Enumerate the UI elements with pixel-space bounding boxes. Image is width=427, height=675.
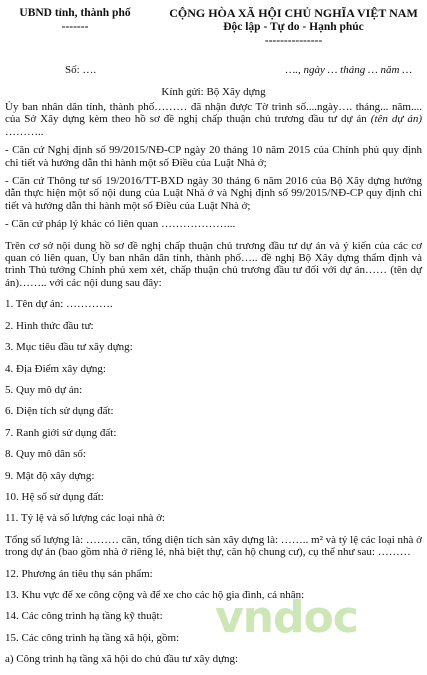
proposal-paragraph: Trên cơ sở nội dung hồ sơ đề nghị chấp thuận chủ trương đầu tư dự án và ý kiến của các cơ quan có liên quan, Ủy ban nhân dân tỉnh, thành phố….. đề nghị Bộ Xây dựng thẩm định và trình Thủ tướng Chính phủ xem xét, chấp thuận chủ trương đầu tư đối với dự án…… (tên dự án)…….. với các nội dung sau đây:: [5, 239, 422, 289]
document-body: [5, 101, 422, 666]
list-item: 4. Địa Điểm xây dựng:: [5, 362, 106, 375]
issuing-authority: [0, 6, 150, 34]
list-item: 10. Hệ số sử dụng đất:: [5, 490, 104, 503]
document-number: Số: ….: [65, 64, 97, 76]
list-item: 8. Quy mô dân số:: [5, 448, 86, 461]
list-item: 1. Tên dự án: ………….: [5, 298, 113, 311]
list-item: 15. Các công trình hạ tầng xã hội, gồm:: [5, 631, 180, 644]
authority-name: UBND tỉnh, thành phố: [19, 7, 131, 19]
recipient: Kính gửi: Bộ Xây dựng: [161, 86, 266, 98]
list-item: 9. Mật độ xây dựng:: [5, 469, 95, 482]
list-item: 3. Mục tiêu đầu tư xây dựng:: [5, 341, 133, 354]
list-item: 5. Quy mô dự án:: [5, 383, 83, 396]
legal-basis-3: - Căn cứ pháp lý khác có liên quan ………………...: [5, 218, 236, 231]
authority-divider: -------: [61, 21, 89, 33]
list-item: 12. Phương án tiêu thụ sản phẩm:: [5, 567, 153, 580]
list-item: 14. Các công trình hạ tầng kỹ thuật:: [5, 610, 163, 623]
watermark-text: vndoc: [215, 592, 358, 643]
list-item: 7. Ranh giới sử dụng đất:: [5, 426, 117, 439]
legal-basis-2: - Căn cứ Thông tư số 19/2016/TT-BXD ngày 30 tháng 6 năm 2016 của Bộ Xây dựng hướng dẫn thực hiện một số nội dung của Luật Nhà ở và Nghị định số 99/2015/NĐ-CP quy định chi tiết và hướng dẫn thi hành một số Điều của Luật Nhà ở;: [5, 175, 422, 212]
list-item: 6. Diện tích sử dụng đất:: [5, 405, 114, 418]
list-item: 11. Tỷ lệ và số lượng các loại nhà ở:: [5, 512, 165, 525]
motto-divider: ---------------: [264, 35, 323, 47]
country-name: CỘNG HÒA XÃ HỘI CHỦ NGHĨA VIỆT NAM: [169, 6, 418, 20]
list-item: 2. Hình thức đầu tư:: [5, 319, 94, 332]
list-item: 13. Khu vực để xe công cộng và để xe cho các hộ gia đình, cá nhân:: [5, 588, 305, 601]
national-motto: [160, 6, 427, 48]
motto: Độc lập - Tự do - Hạnh phúc: [223, 21, 364, 33]
project-name-placeholder: (tên dự án): [370, 113, 422, 126]
intro-paragraph: Ủy ban nhân dân tỉnh, thành phố……… đã nhận được Tờ trình số....ngày…. tháng... năm.... của Sở Xây dựng kèm theo hồ sơ đề nghị chấp thuận chủ trương đầu tư dự án (tên dự án) ………..: [5, 101, 422, 138]
legal-basis-1: - Căn cứ Nghị định số 99/2015/NĐ-CP ngày 20 tháng 10 năm 2015 của Chính phủ quy định chi tiết và hướng dẫn thi hành một số Điều của Luật Nhà ở;: [5, 144, 422, 169]
housing-total-paragraph: Tổng số lượng là: ……… căn, tổng diện tích sàn xây dựng là: …….. m² và tỷ lệ các loại nhà ở trong dự án (bao gồm nhà ở riêng lẻ, nhà biệt thự, căn hộ chung cư), cụ thể như sau: ………: [5, 533, 422, 559]
document-date: …., ngày … tháng … năm …: [285, 64, 412, 76]
sub-item-a: a) Công trình hạ tầng xã hội do chủ đầu tư xây dựng:: [5, 653, 239, 666]
